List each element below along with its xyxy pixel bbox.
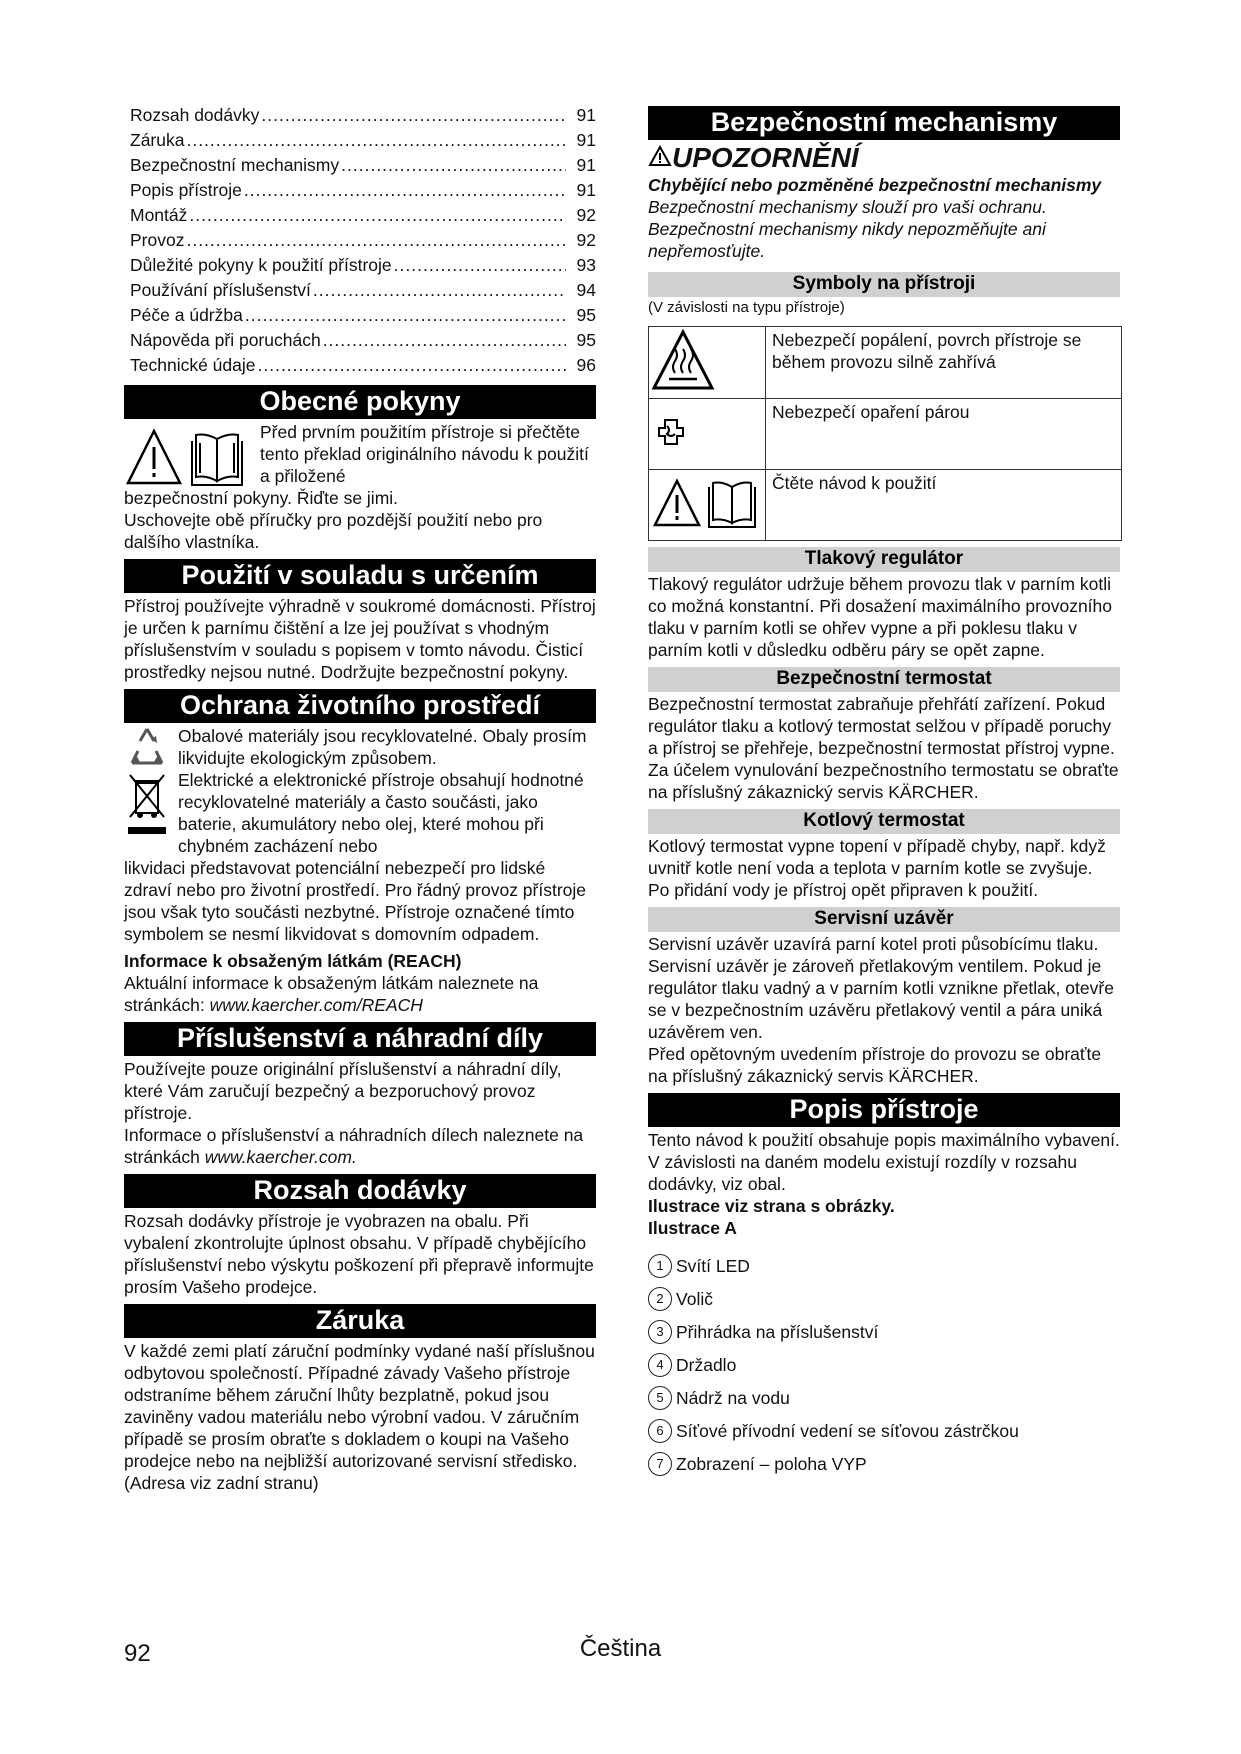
callout-number: 3 bbox=[648, 1320, 672, 1344]
list-item: 2 Volič bbox=[648, 1282, 1120, 1315]
scope-text: Rozsah dodávky přístroje je vyobrazen na obalu. Při vybalení zkontrolujte úplnost obsahu. V případě chybějícího příslušenství nebo výskytu poškození při přepravě informujte prosím Vašeho prodejce. bbox=[124, 1211, 594, 1297]
symbol-text: Nebezpečí popálení, povrch přístroje se během provozu silně zahřívá bbox=[766, 327, 1122, 399]
section-heading-scope: Rozsah dodávky bbox=[124, 1174, 596, 1208]
manual-book-icon bbox=[192, 435, 242, 486]
toc-row[interactable]: Popis přístroje ..... 91 bbox=[130, 179, 596, 204]
section-heading-general: Obecné pokyny bbox=[124, 385, 596, 419]
warning-subtitle: Chybějící nebo pozměněné bezpečnostní mechanismy bbox=[648, 175, 1102, 195]
callout-number: 6 bbox=[648, 1419, 672, 1443]
list-item: 4 Držadlo bbox=[648, 1348, 1120, 1381]
crossed-bin-icon bbox=[124, 771, 170, 839]
toc-row[interactable]: Záruka ..... 91 bbox=[130, 129, 596, 154]
warranty-address: (Adresa viz zadní stranu) bbox=[124, 1473, 319, 1493]
boiler-text-2: Po přidání vody je přístroj opět připraven k použití. bbox=[648, 880, 1039, 900]
table-of-contents bbox=[130, 104, 596, 379]
list-item: 7 Zobrazení – poloha VYP bbox=[648, 1447, 1120, 1480]
page-language: Čeština bbox=[579, 1635, 662, 1662]
toc-row[interactable]: Používání příslušenství ..... 94 bbox=[130, 279, 596, 304]
warranty-text: V každé zemi platí záruční podmínky vydané naší příslušnou odbytovou společností. Případné závady Vašeho přístroje odstraníme během záruční lhůty bezplatně, pokud jsou zaviněny vadou materiálu nebo výrobní vadou. V záručním případě se prosím obraťte s dokladem o koupi na Vašeho prodejce nebo na nejbližší autorizované servisní středisko. bbox=[124, 1341, 595, 1471]
list-item: 6 Síťové přívodní vedení se síťovou zástrčkou bbox=[648, 1414, 1120, 1447]
warning-manual-icons bbox=[124, 427, 256, 489]
symbol-row bbox=[649, 399, 1122, 470]
service-lock-text-2: Před opětovným uvedením přístroje do provozu se obraťte na příslušný zákaznický servis KÄRCHER. bbox=[648, 1044, 1102, 1086]
toc-row[interactable]: Důležité pokyny k použití přístroje ..... 93 bbox=[130, 254, 596, 279]
symbol-text: Nebezpečí opaření párou bbox=[766, 399, 1122, 470]
notice-text: Před prvním použitím přístroje si přečtěte tento překlad originálního návodu k použití a přiložené bbox=[260, 422, 589, 486]
section-heading-description: Popis přístroje bbox=[648, 1093, 1120, 1127]
service-lock-text: Servisní uzávěr uzavírá parní kotel proti působícímu tlaku. Servisní uzávěr je zároveň přetlakovým ventilem. Pokud je regulátor tlaku vadný a v parním kotli vznikne přetlak, otevře se v bezpečnostním uzávěru přetlakový ventil a pára uniká uzávěrem ven. bbox=[648, 934, 1114, 1042]
subheading-service-lock: Servisní uzávěr bbox=[648, 907, 1120, 932]
subheading-safety-thermostat: Bezpečnostní termostat bbox=[648, 667, 1120, 692]
callout-number: 1 bbox=[648, 1254, 672, 1278]
callout-number: 7 bbox=[648, 1452, 672, 1476]
toc-row[interactable]: Péče a údržba ..... 95 bbox=[130, 304, 596, 329]
section-heading-warranty: Záruka bbox=[124, 1304, 596, 1338]
toc-row[interactable]: Bezpečnostní mechanismy ..... 91 bbox=[130, 154, 596, 179]
toc-row[interactable]: Montáž ..... 92 bbox=[130, 204, 596, 229]
section-heading-safety: Bezpečnostní mechanismy bbox=[648, 106, 1120, 140]
pressure-text: Tlakový regulátor udržuje během provozu tlak v parním kotli co možná konstantní. Při dosažení maximálního provozního tlaku v parním kotli se ohřev vypne a při poklesu tlaku v parním kotli v důsledku odběru páry se opět zapne. bbox=[648, 574, 1112, 660]
steam-icon bbox=[651, 412, 691, 452]
section-heading-accessories: Příslušenství a náhradní díly bbox=[124, 1022, 596, 1056]
toc-row[interactable]: Technické údaje ..... 96 bbox=[130, 354, 596, 379]
symbols-table bbox=[648, 326, 1122, 541]
weee-text: Elektrické a elektronické přístroje obsahují hodnotné recyklovatelné materiály a často součásti, jako baterie, akumulátory nebo olej, které mohou při chybném zacházení nebo bbox=[178, 770, 584, 856]
recycle-icon bbox=[124, 725, 170, 769]
right-column bbox=[648, 104, 1120, 1480]
boiler-text: Kotlový termostat vypne topení v případě chyby, např. když uvnitř kotle není voda a teplota v parním kotle se zvyšuje. bbox=[648, 836, 1106, 878]
symbols-note: (V závislosti na typu přístroje) bbox=[648, 299, 845, 316]
left-column bbox=[124, 104, 596, 1494]
weee-block bbox=[124, 769, 596, 857]
thermostat-text: Bezpečnostní termostat zabraňuje přehřátí zařízení. Pokud regulátor tlaku a kotlový termostat selžou v případě poruchy a přístroj se přehřeje, bezpečnostní termostat přístroj vypne. Za účelem vynulování bezpečnostního termostatu se obraťte na příslušný zákaznický servis KÄRCHER. bbox=[648, 694, 1119, 802]
description-text: Tento návod k použití obsahuje popis maximálního vybavení. V závislosti na daném modelu existují rozdíly v rozsahu dodávky, viz obal. bbox=[648, 1130, 1120, 1194]
reach-title: Informace k obsaženým látkám (REACH) bbox=[124, 951, 462, 971]
notice-text-cont: bezpečnostní pokyny. Řiďte se jimi. bbox=[124, 488, 399, 508]
symbol-row bbox=[649, 327, 1122, 399]
subheading-boiler-thermostat: Kotlový termostat bbox=[648, 809, 1120, 834]
hot-surface-icon bbox=[651, 329, 715, 391]
keep-manuals-text: Uschovejte obě příručky pro pozdější použití nebo pro dalšího vlastníka. bbox=[124, 510, 543, 552]
accessories-info: Informace o příslušenství a náhradních dílech naleznete na stránkách www.kaercher.com. bbox=[124, 1125, 584, 1167]
warning-triangle-icon bbox=[124, 427, 256, 489]
weee-text-cont: likvidaci představovat potenciální nebezpečí pro lidské zdraví nebo pro životní prostředí. Pro řádný provoz přístroje jsou však tyto součásti nezbytné. Přístroje označené tímto symbolem se nesmí likvidovat s domovním odpadem. bbox=[124, 858, 587, 944]
intended-use-text: Přístroj používejte výhradně v soukromé domácnosti. Přístroj je určen k parnímu čištění a lze jej používat s vhodným příslušenstvím v souladu s popisem v tomto návodu. Čisticí prostředky nejsou nutné. Dodržujte bezpečnostní pokyny. bbox=[124, 596, 596, 682]
accessories-text: Používejte pouze originální příslušenství a náhradní díly, které Vám zaručují bezpečný a bezporuchový provoz přístroje. bbox=[124, 1059, 562, 1123]
recycle-block bbox=[124, 725, 596, 769]
callout-number: 5 bbox=[648, 1386, 672, 1410]
recycle-text: Obalové materiály jsou recyklovatelné. Obaly prosím likvidujte ekologickým způsobem. bbox=[178, 726, 587, 768]
toc-row[interactable]: Rozsah dodávky ..... 91 bbox=[130, 104, 596, 129]
illustration-a-label: Ilustrace A bbox=[648, 1218, 737, 1238]
warning-title: UPOZORNĚNÍ bbox=[648, 142, 1120, 174]
callout-number: 2 bbox=[648, 1287, 672, 1311]
kaercher-link[interactable]: www.kaercher.com. bbox=[204, 1147, 357, 1167]
list-item: 3 Přihrádka na příslušenství bbox=[648, 1315, 1120, 1348]
symbol-row bbox=[649, 470, 1122, 541]
section-heading-environment: Ochrana životního prostředí bbox=[124, 689, 596, 723]
subheading-pressure-regulator: Tlakový regulátor bbox=[648, 547, 1120, 572]
reach-link[interactable]: www.kaercher.com/REACH bbox=[209, 995, 423, 1015]
toc-row[interactable]: Nápověda při poruchách ..... 95 bbox=[130, 329, 596, 354]
list-item: 5 Nádrž na vodu bbox=[648, 1381, 1120, 1414]
parts-legend bbox=[648, 1249, 1120, 1480]
read-manual-icon bbox=[651, 477, 759, 529]
warning-triangle-icon bbox=[648, 145, 672, 167]
section-heading-intended-use: Použití v souladu s určením bbox=[124, 559, 596, 593]
illustration-reference: Ilustrace viz strana s obrázky. bbox=[648, 1196, 895, 1216]
list-item: 1 Svítí LED bbox=[648, 1249, 1120, 1282]
callout-number: 4 bbox=[648, 1353, 672, 1377]
reach-paragraph: Aktuální informace k obsaženým látkám naleznete na stránkách: www.kaercher.com/REACH bbox=[124, 973, 539, 1015]
symbol-text: Čtěte návod k použití bbox=[766, 470, 1122, 541]
general-notice bbox=[124, 421, 596, 553]
page-number: 92 bbox=[124, 1640, 151, 1667]
toc-row[interactable]: Provoz ..... 92 bbox=[130, 229, 596, 254]
warning-text: Bezpečnostní mechanismy slouží pro vaši ochranu. Bezpečnostní mechanismy nikdy nepozměňujte ani nepřemosťujte. bbox=[648, 197, 1047, 261]
subheading-symbols: Symboly na přístroji bbox=[648, 272, 1120, 297]
